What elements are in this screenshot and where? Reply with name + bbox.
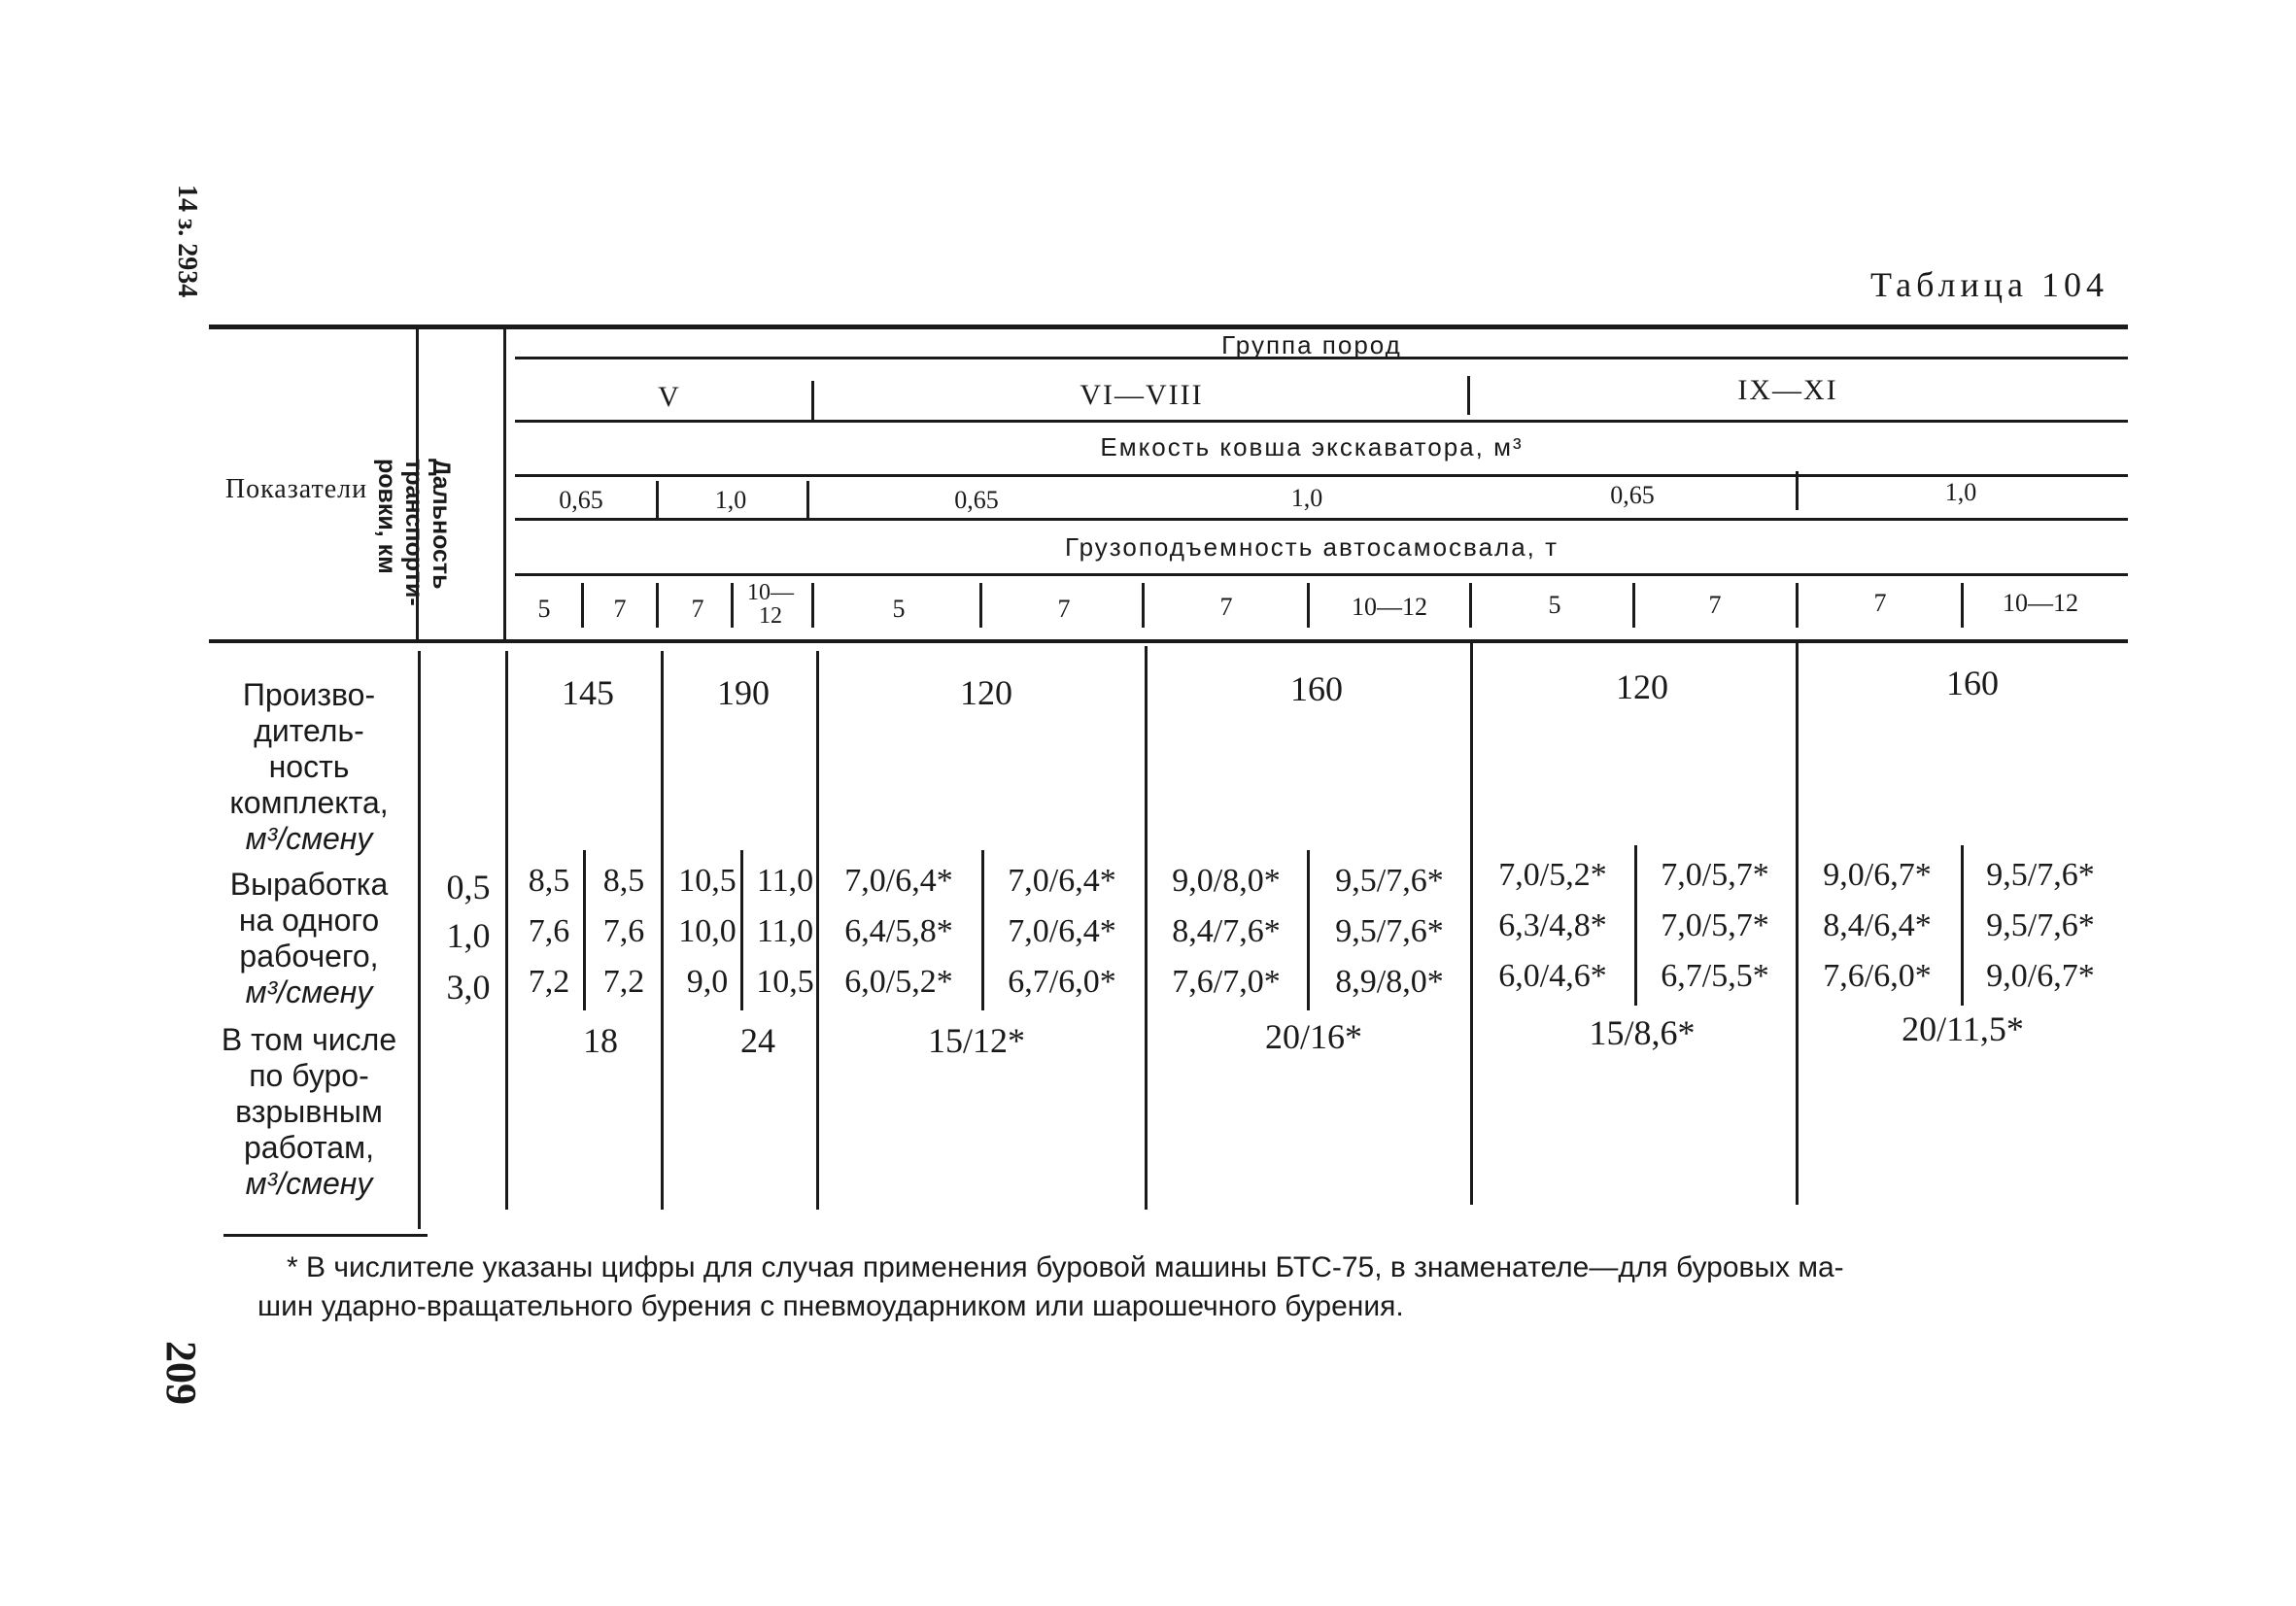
output-cell: 10,5 — [678, 863, 737, 899]
output-cell: 7,0/6,4* — [1008, 863, 1116, 899]
output-cell: 8,5 — [528, 863, 570, 899]
output-cell: 6,7/6,0* — [1008, 964, 1116, 1000]
bucket-4: 1,0 — [1290, 484, 1323, 512]
output-cell: 9,5/7,6* — [1986, 907, 2095, 943]
margin-note: 14 з. 2934 — [172, 185, 202, 298]
productivity-value: 190 — [717, 673, 770, 712]
output-cell: 7,2 — [602, 964, 645, 1000]
distance-value: 1,0 — [446, 916, 491, 955]
footnote: * В числителе указаны цифры для случая применения буровой машины БТС-75, в знаменателе—для буровых ма- шин ударно-вращательного бурения с пневмоударником или шарошечного бурения. — [257, 1251, 1844, 1322]
output-cell: 7,0/6,4* — [844, 863, 953, 899]
productivity-value: 120 — [960, 673, 1012, 712]
output-cell: 7,2 — [528, 964, 570, 1000]
bucket-5: 0,65 — [1610, 481, 1655, 509]
distance-value: 3,0 — [446, 968, 491, 1007]
output-cell: 9,5/7,6* — [1335, 863, 1444, 899]
table-label: Таблица 104 — [1870, 265, 2108, 304]
truck-1: 5 — [537, 595, 551, 623]
truck-3: 7 — [691, 595, 704, 623]
truck-7: 7 — [1219, 593, 1233, 621]
truck-10: 7 — [1708, 591, 1722, 619]
output-cell: 11,0 — [756, 863, 814, 899]
output-cell: 8,4/6,4* — [1823, 907, 1932, 943]
row-label-drilling: В том числе по буро- взрывным работам, м³/смену — [221, 1022, 397, 1201]
productivity-value: 160 — [1290, 669, 1343, 708]
output-cell: 10,5 — [756, 964, 814, 1000]
group-vi-viii: VI—VIII — [1079, 379, 1204, 411]
output-cell: 7,0/6,4* — [1008, 913, 1116, 949]
page-number: 209 — [157, 1341, 205, 1405]
output-cell: 7,0/5,2* — [1498, 857, 1607, 893]
drilling-value: 20/11,5* — [1902, 1009, 2024, 1048]
distance-header: Дальность транспорти- ровки, км — [373, 459, 455, 606]
output-cell: 9,5/7,6* — [1986, 857, 2095, 893]
output-cell: 8,5 — [602, 863, 645, 899]
truck-6: 7 — [1057, 595, 1071, 623]
truck-8: 10—12 — [1352, 593, 1427, 621]
drilling-value: 20/16* — [1264, 1017, 1363, 1056]
output-cell: 8,4/7,6* — [1172, 913, 1281, 949]
output-cell: 6,0/5,2* — [844, 964, 953, 1000]
output-cell: 9,0 — [686, 964, 729, 1000]
drilling-value: 15/12* — [927, 1021, 1026, 1060]
drilling-value: 24 — [740, 1021, 775, 1060]
output-cell: 7,6/7,0* — [1172, 964, 1281, 1000]
productivity-value: 160 — [1946, 664, 1999, 702]
truck-2: 7 — [613, 595, 627, 623]
drilling-value: 18 — [583, 1021, 618, 1060]
drilling-value: 15/8,6* — [1589, 1013, 1696, 1052]
output-cell: 7,6/6,0* — [1823, 958, 1932, 994]
truck-5: 5 — [892, 595, 906, 623]
group-ix-xi: IX—XI — [1737, 374, 1838, 406]
row-label-output: Выработка на одного рабочего, м³/смену — [229, 867, 389, 1009]
output-cell: 10,0 — [678, 913, 737, 949]
output-cell: 7,0/5,7* — [1661, 857, 1769, 893]
output-cell: 9,0/8,0* — [1172, 863, 1281, 899]
output-cell: 6,0/4,6* — [1498, 958, 1607, 994]
truck-11: 7 — [1873, 589, 1887, 617]
output-cell: 7,6 — [602, 913, 645, 949]
output-cell: 7,0/5,7* — [1661, 907, 1769, 943]
output-cell: 9,0/6,7* — [1823, 857, 1932, 893]
group-v: V — [658, 381, 679, 413]
truck-9: 5 — [1548, 591, 1561, 619]
output-cell: 9,0/6,7* — [1986, 958, 2095, 994]
indicators-header: Показатели — [224, 474, 368, 504]
bucket-1: 0,65 — [559, 486, 603, 514]
truck-capacity-header: Грузоподъемность автосамосвала, т — [1064, 532, 1559, 562]
bucket-3: 0,65 — [954, 486, 999, 514]
row-label-productivity: Произво- дитель- ность комплекта, м³/смену — [229, 677, 389, 856]
output-cell: 6,7/5,5* — [1661, 958, 1769, 994]
rock-group-header: Группа пород — [1221, 330, 1402, 359]
output-cell: 11,0 — [756, 913, 814, 949]
bucket-6: 1,0 — [1944, 478, 1977, 506]
distance-value: 0,5 — [446, 868, 491, 906]
productivity-value: 145 — [562, 673, 614, 712]
output-cell: 8,9/8,0* — [1335, 964, 1444, 1000]
truck-12: 10—12 — [2003, 589, 2078, 617]
bucket-capacity-header: Емкость ковша экскаватора, м³ — [1100, 432, 1524, 461]
bucket-2: 1,0 — [714, 486, 747, 514]
output-cell: 6,4/5,8* — [844, 913, 953, 949]
output-cell: 6,3/4,8* — [1498, 907, 1607, 943]
output-cell: 7,6 — [528, 913, 570, 949]
truck-4: 10—12 — [747, 580, 794, 629]
output-cell: 9,5/7,6* — [1335, 913, 1444, 949]
productivity-value: 120 — [1616, 667, 1668, 706]
